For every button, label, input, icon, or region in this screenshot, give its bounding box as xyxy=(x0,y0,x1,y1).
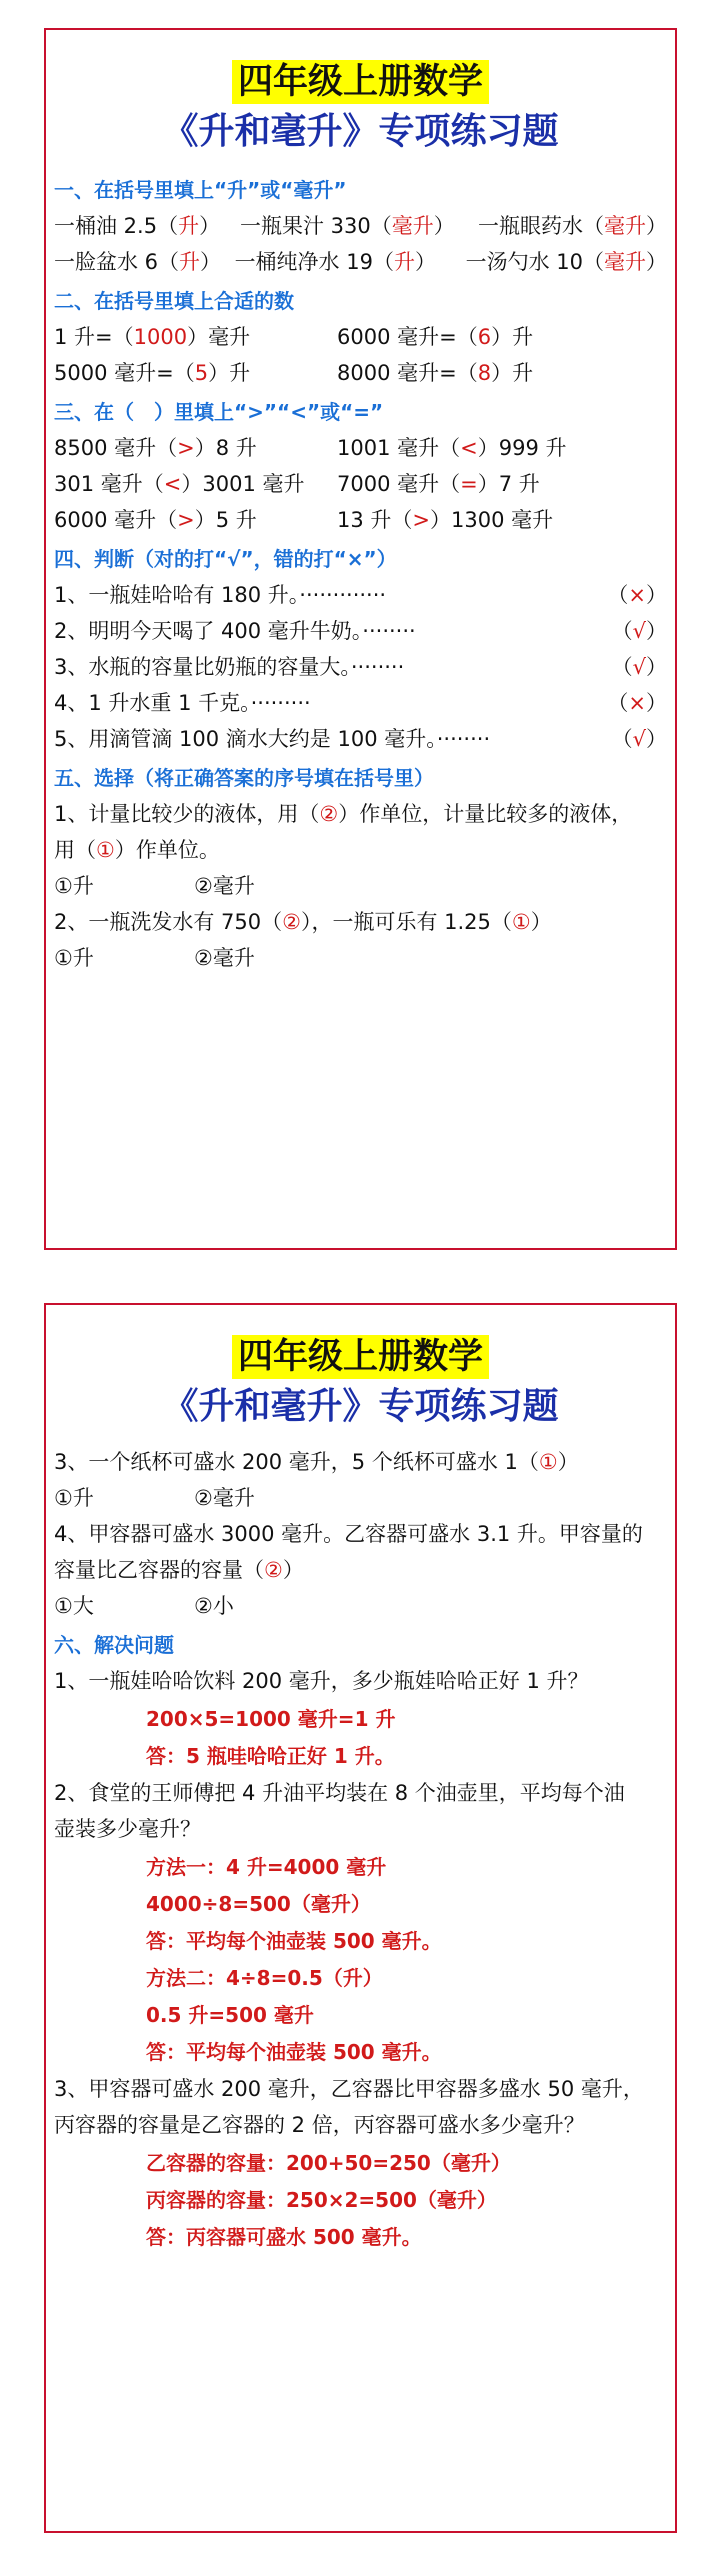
choice-options xyxy=(54,1592,667,1621)
section-2-row xyxy=(54,359,667,388)
answer-text: √ xyxy=(632,727,646,751)
page-header xyxy=(46,1305,675,1431)
answer-text: ② xyxy=(264,1558,283,1582)
page-subtitle: 《升和毫升》专项练习题 xyxy=(162,110,559,152)
answer-text: < xyxy=(460,436,478,460)
dot-leader: ········· xyxy=(250,691,311,715)
problem-question: 1、一瓶娃哈哈饮料 200 毫升，多少瓶娃哈哈正好 1 升？ xyxy=(54,1669,589,1693)
problem-answer: 乙容器的容量：200+50=250（毫升） xyxy=(146,2151,511,2175)
problem-answer: 0.5 升=500 毫升 xyxy=(146,2003,314,2027)
problem-answer: 丙容器的容量：250×2=500（毫升） xyxy=(146,2188,497,2212)
fill-item: 一瓶眼药水（毫升） xyxy=(478,214,667,238)
answer-text: < xyxy=(163,472,182,496)
compare-item: 301 毫升（<）3001 毫升 xyxy=(54,472,305,496)
section-6-heading: 六、解决问题 xyxy=(54,1633,174,1657)
option: ①大 xyxy=(54,1594,94,1618)
answer-text: 8 xyxy=(477,361,492,385)
option: ②毫升 xyxy=(194,946,255,970)
dot-leader: ········ xyxy=(362,619,416,643)
option: ①升 xyxy=(54,1486,94,1510)
compare-item: 7000 毫升（=）7 升 xyxy=(337,472,540,496)
choice-question: 3、一个纸杯可盛水 200 毫升，5 个纸杯可盛水 1（①） xyxy=(54,1450,579,1474)
choice-options xyxy=(54,944,667,973)
answer-text: × xyxy=(628,691,646,715)
dot-leader: ········ xyxy=(436,727,491,751)
problem-answer: 答：丙容器可盛水 500 毫升。 xyxy=(146,2225,422,2249)
option: ①升 xyxy=(54,946,94,970)
choice-question: 2、一瓶洗发水有 750（②），一瓶可乐有 1.25（①） xyxy=(54,910,552,934)
option: ②小 xyxy=(194,1594,234,1618)
answer-text: > xyxy=(177,436,195,460)
option: ②毫升 xyxy=(194,1486,255,1510)
choice-options xyxy=(54,872,667,901)
answer-text: > xyxy=(412,508,431,532)
fill-item: 6000 毫升=（6）升 xyxy=(337,325,534,349)
answer-text: 升 xyxy=(179,250,201,274)
answer-text: 升 xyxy=(393,250,415,274)
option: ①升 xyxy=(54,874,94,898)
section-1-row xyxy=(54,248,667,277)
fill-item: 一桶油 2.5（升） xyxy=(54,214,221,238)
answer-text: = xyxy=(460,472,478,496)
problem-answer: 答：平均每个油壶装 500 毫升。 xyxy=(146,2040,442,2064)
page-2-content xyxy=(46,1431,675,2251)
judge-item: 2、明明今天喝了 400 毫升牛奶。········ （√） xyxy=(54,619,667,643)
answer-text: ① xyxy=(538,1450,558,1474)
judge-item: 5、用滴管滴 100 滴水大约是 100 毫升。········ （√） xyxy=(54,727,667,751)
problem-answer: 200×5=1000 毫升=1 升 xyxy=(146,1707,396,1731)
judge-item: 4、1 升水重 1 千克。········· （×） xyxy=(54,691,667,715)
choice-question: 1、计量比较少的液体，用（②）作单位，计量比较多的液体， xyxy=(54,802,633,826)
section-1-heading: 一、在括号里填上“升”或“毫升” xyxy=(54,178,347,202)
compare-item: 6000 毫升（>）5 升 xyxy=(54,508,257,532)
compare-item: 8500 毫升（>）8 升 xyxy=(54,436,257,460)
choice-options xyxy=(54,1484,667,1513)
fill-item: 5000 毫升=（5）升 xyxy=(54,361,251,385)
section-2-row xyxy=(54,323,667,352)
judge-item: 3、水瓶的容量比奶瓶的容量大。········ （√） xyxy=(54,655,667,679)
answer-text: √ xyxy=(632,619,646,643)
answer-text: ① xyxy=(511,910,531,934)
answer-text: 毫升 xyxy=(604,250,646,274)
page-title: 四年级上册数学 xyxy=(232,1335,489,1379)
problem-answer: 方法一：4 升=4000 毫升 xyxy=(146,1855,387,1879)
section-4-heading: 四、判断（对的打“√”，错的打“×”） xyxy=(54,547,397,571)
answer-text: > xyxy=(177,508,195,532)
answer-text: ② xyxy=(319,802,339,826)
answer-text: 毫升 xyxy=(604,214,646,238)
dot-leader: ········ xyxy=(350,655,405,679)
answer-text: ② xyxy=(282,910,301,934)
page-1-content xyxy=(46,156,675,973)
page-title: 四年级上册数学 xyxy=(232,60,489,104)
fill-item: 8000 毫升=（8）升 xyxy=(337,361,534,385)
section-5-heading: 五、选择（将正确答案的序号填在括号里） xyxy=(54,766,434,790)
section-3-row xyxy=(54,470,667,499)
problem-answer: 答：平均每个油壶装 500 毫升。 xyxy=(146,1929,442,1953)
fill-item: 一桶纯净水 19（升） xyxy=(234,250,436,274)
problem-answer: 4000÷8=500（毫升） xyxy=(146,1892,371,1916)
problem-answer: 方法二：4÷8=0.5（升） xyxy=(146,1966,383,1990)
fill-item: 一瓶果汁 330（毫升） xyxy=(240,214,455,238)
choice-question: 容量比乙容器的容量（②） xyxy=(54,1558,304,1582)
page-header xyxy=(46,30,675,156)
answer-text: 6 xyxy=(477,325,492,349)
answer-text: × xyxy=(628,583,646,607)
section-3-row xyxy=(54,434,667,463)
option: ②毫升 xyxy=(194,874,255,898)
section-3-heading: 三、在（ ）里填上“>”“<”或“=” xyxy=(54,400,384,424)
problem-answer: 答：5 瓶哇哈哈正好 1 升。 xyxy=(146,1744,395,1768)
section-1-row xyxy=(54,212,667,241)
answer-text: 升 xyxy=(178,214,200,238)
judge-item: 1、一瓶娃哈哈有 180 升。············· （×） xyxy=(54,583,667,607)
answer-text: √ xyxy=(632,655,646,679)
section-3-row xyxy=(54,506,667,535)
answer-text: 1000 xyxy=(133,325,188,349)
answer-text: 毫升 xyxy=(391,214,434,238)
problem-question: 2、食堂的王师傅把 4 升油平均装在 8 个油壶里，平均每个油 xyxy=(54,1781,625,1805)
fill-item: 一脸盆水 6（升） xyxy=(54,250,222,274)
fill-item: 一汤勺水 10（毫升） xyxy=(465,250,667,274)
answer-text: ① xyxy=(96,838,115,862)
worksheet-page-2 xyxy=(44,1303,677,2533)
page-subtitle: 《升和毫升》专项练习题 xyxy=(162,1385,559,1427)
compare-item: 13 升（>）1300 毫升 xyxy=(337,508,554,532)
section-2-heading: 二、在括号里填上合适的数 xyxy=(54,289,294,313)
problem-question: 壶装多少毫升？ xyxy=(54,1817,201,1841)
choice-question: 4、甲容器可盛水 3000 毫升。乙容器可盛水 3.1 升。甲容量的 xyxy=(54,1522,643,1546)
answer-text: 5 xyxy=(194,361,209,385)
problem-question: 丙容器的容量是乙容器的 2 倍，丙容器可盛水多少毫升？ xyxy=(54,2113,585,2137)
worksheet-page-1 xyxy=(44,28,677,1250)
fill-item: 1 升=（1000）毫升 xyxy=(54,325,251,349)
problem-question: 3、甲容器可盛水 200 毫升，乙容器比甲容器多盛水 50 毫升， xyxy=(54,2077,644,2101)
choice-question: 用（①）作单位。 xyxy=(54,838,220,862)
compare-item: 1001 毫升（<）999 升 xyxy=(337,436,567,460)
dot-leader: ············· xyxy=(299,583,387,607)
